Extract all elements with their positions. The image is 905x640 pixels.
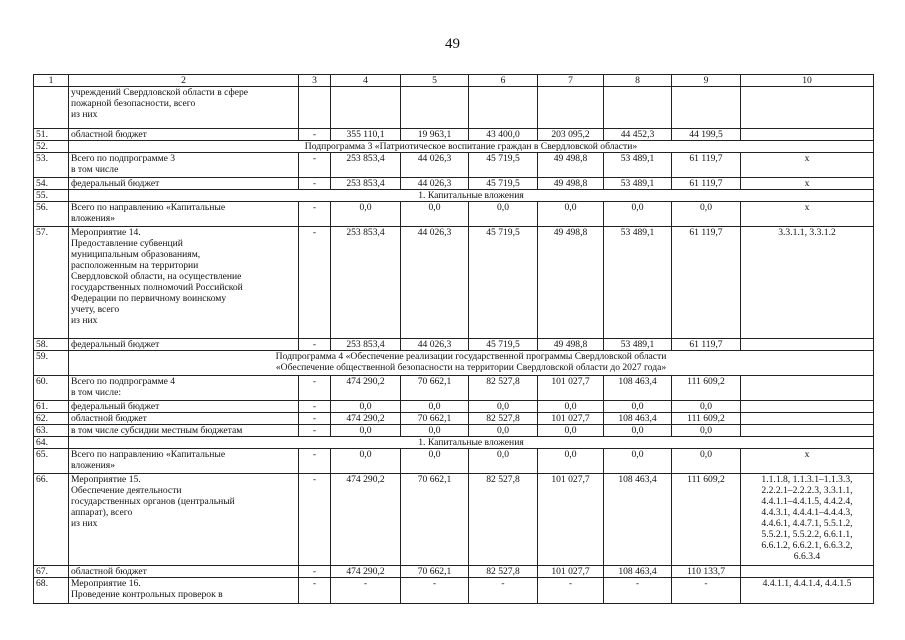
text-line: x	[804, 178, 810, 189]
value-cell: -	[401, 578, 469, 604]
value-cell: -	[672, 578, 741, 604]
value-cell: 474 290,2	[331, 413, 401, 425]
value-cell: 70 662,1	[401, 474, 469, 566]
text-line: Всего по подпрограмме 3	[71, 153, 176, 164]
value-cell: 0,0	[672, 449, 741, 474]
row-description	[69, 566, 299, 578]
text-line: из них	[71, 315, 98, 326]
text-line: расположенным на территории	[71, 260, 199, 271]
text-line: Всего по направлению «Капитальные	[71, 449, 226, 460]
text-line: федеральный бюджет	[71, 401, 160, 412]
row-number: 66.	[34, 474, 69, 566]
header-cell-1: 1	[34, 75, 69, 87]
text-line: 1.1.1.8, 1.1.3.1–1.1.3.3,	[761, 474, 853, 485]
value-cell	[538, 87, 604, 129]
row-description	[69, 178, 299, 190]
text-line: 2.2.2.1–2.2.2.3, 3.3.1.1,	[761, 485, 853, 496]
row-references	[741, 87, 874, 129]
row-number: 65.	[34, 449, 69, 474]
table-body	[34, 75, 874, 604]
section-title	[69, 141, 874, 153]
value-cell: 0,0	[538, 202, 604, 227]
table-row	[34, 87, 874, 129]
text-line: вложения»	[71, 460, 115, 471]
value-cell	[331, 87, 401, 129]
value-cell: -	[538, 578, 604, 604]
row-number: 63.	[34, 425, 69, 437]
table-row	[34, 129, 874, 141]
text-line: в том числе:	[71, 387, 122, 398]
table-row	[34, 153, 874, 178]
value-cell: 253 853,4	[331, 227, 401, 339]
text-line: учреждений Свердловской области в сфере	[71, 87, 249, 98]
text-line: Подпрограмма 3 «Патриотическое воспитание граждан в Свердловской области»	[304, 141, 638, 152]
row-number: 68.	[34, 578, 69, 604]
text-line: Предоставление субвенций	[71, 238, 183, 249]
value-cell: 474 290,2	[331, 566, 401, 578]
text-line: 6.6.3.4	[793, 551, 821, 562]
value-cell: 253 853,4	[331, 178, 401, 190]
row-description	[69, 474, 299, 566]
row-description	[69, 413, 299, 425]
text-line: «Обеспечение общественной безопасности на территории Свердловской области до 2027 года»	[275, 362, 667, 373]
text-line: 4.4.1.1, 4.4.1.4, 4.4.1.5	[762, 578, 852, 589]
table-row	[34, 425, 874, 437]
value-cell: 101 027,7	[538, 474, 604, 566]
row-references	[741, 227, 874, 339]
text-line: Всего по подпрограмме 4	[71, 376, 176, 387]
header-cell-9: 9	[672, 75, 741, 87]
row-col3: -	[299, 129, 331, 141]
row-number: 51.	[34, 129, 69, 141]
value-cell: 0,0	[604, 425, 672, 437]
row-references	[741, 178, 874, 190]
table-row	[34, 190, 874, 202]
text-line: учету, всего	[71, 304, 120, 315]
value-cell: 108 463,4	[604, 376, 672, 401]
table-row	[34, 351, 874, 376]
value-cell: 0,0	[401, 401, 469, 413]
value-cell: 44 026,3	[401, 153, 469, 178]
row-number	[34, 87, 69, 129]
value-cell	[401, 87, 469, 129]
text-line: Проведение контрольных проверок в	[71, 589, 223, 600]
table-row	[34, 566, 874, 578]
text-line: Федерации по первичному воинскому	[71, 293, 227, 304]
value-cell: 82 527,8	[469, 566, 538, 578]
header-cell-2: 2	[69, 75, 299, 87]
row-description	[69, 425, 299, 437]
table-row	[34, 578, 874, 604]
value-cell: 53 489,1	[604, 339, 672, 351]
row-number: 62.	[34, 413, 69, 425]
row-number: 53.	[34, 153, 69, 178]
text-line: Подпрограмма 4 «Обеспечение реализации государственной программы Свердловской области	[275, 351, 667, 362]
value-cell: 108 463,4	[604, 413, 672, 425]
value-cell: 108 463,4	[604, 566, 672, 578]
text-line: 5.5.2.1, 5.5.2.2, 6.6.1.1,	[761, 529, 853, 540]
value-cell: 0,0	[469, 449, 538, 474]
row-col3: -	[299, 578, 331, 604]
value-cell: 253 853,4	[331, 153, 401, 178]
text-line: в том числе субсидии местным бюджетам	[71, 425, 243, 436]
text-line: в том числе	[71, 164, 119, 175]
value-cell: 0,0	[331, 449, 401, 474]
row-col3: -	[299, 376, 331, 401]
row-description	[69, 87, 299, 129]
value-cell: 355 110,1	[331, 129, 401, 141]
table-row	[34, 449, 874, 474]
row-references	[741, 129, 874, 141]
value-cell: 0,0	[401, 449, 469, 474]
value-cell: 108 463,4	[604, 474, 672, 566]
table-row	[34, 178, 874, 190]
text-line: 4.4.3.1, 4.4.4.1–4.4.4.3,	[761, 507, 853, 518]
value-cell: 49 498,8	[538, 227, 604, 339]
table-row	[34, 202, 874, 227]
row-number: 52.	[34, 141, 69, 153]
row-description	[69, 578, 299, 604]
value-cell: 70 662,1	[401, 376, 469, 401]
value-cell: 82 527,8	[469, 413, 538, 425]
value-cell: 0,0	[604, 202, 672, 227]
value-cell: 101 027,7	[538, 413, 604, 425]
row-col3: -	[299, 401, 331, 413]
value-cell: 45 719,5	[469, 153, 538, 178]
text-line: Обеспечение деятельности	[71, 485, 182, 496]
row-description	[69, 153, 299, 178]
row-col3: -	[299, 227, 331, 339]
row-col3: -	[299, 153, 331, 178]
table-row	[34, 413, 874, 425]
section-title	[69, 437, 874, 449]
row-col3: -	[299, 449, 331, 474]
row-col3: -	[299, 474, 331, 566]
value-cell: 45 719,5	[469, 339, 538, 351]
value-cell: 0,0	[672, 425, 741, 437]
header-cell-10: 10	[741, 75, 874, 87]
row-number: 64.	[34, 437, 69, 449]
table-row	[34, 227, 874, 339]
row-references	[741, 153, 874, 178]
row-number: 54.	[34, 178, 69, 190]
row-number: 60.	[34, 376, 69, 401]
value-cell: 44 026,3	[401, 178, 469, 190]
row-references	[741, 449, 874, 474]
text-line: Свердловской области, на осуществление	[71, 271, 242, 282]
value-cell: 0,0	[604, 401, 672, 413]
header-cell-6: 6	[469, 75, 538, 87]
value-cell: 61 119,7	[672, 153, 741, 178]
value-cell: 0,0	[331, 401, 401, 413]
text-line: из них	[71, 518, 98, 529]
text-line: областной бюджет	[71, 129, 147, 140]
header-cell-4: 4	[331, 75, 401, 87]
row-col3	[299, 87, 331, 129]
text-line: аппарат), всего	[71, 507, 133, 518]
value-cell: 61 119,7	[672, 339, 741, 351]
row-references	[741, 474, 874, 566]
text-line: Всего по направлению «Капитальные	[71, 202, 226, 213]
row-references	[741, 413, 874, 425]
value-cell: 49 498,8	[538, 339, 604, 351]
value-cell: 101 027,7	[538, 376, 604, 401]
text-line: федеральный бюджет	[71, 178, 160, 189]
value-cell: 45 719,5	[469, 178, 538, 190]
row-references	[741, 578, 874, 604]
value-cell: 0,0	[469, 202, 538, 227]
value-cell: 70 662,1	[401, 413, 469, 425]
row-references	[741, 202, 874, 227]
value-cell: 61 119,7	[672, 178, 741, 190]
row-col3: -	[299, 339, 331, 351]
value-cell: 0,0	[604, 449, 672, 474]
value-cell	[672, 87, 741, 129]
value-cell: 45 719,5	[469, 227, 538, 339]
value-cell: 0,0	[401, 425, 469, 437]
text-line: Мероприятие 14.	[71, 227, 141, 238]
value-cell: 0,0	[469, 425, 538, 437]
value-cell	[604, 87, 672, 129]
row-description	[69, 449, 299, 474]
text-line: x	[804, 202, 810, 213]
row-description	[69, 339, 299, 351]
page-number: 49	[445, 36, 460, 52]
value-cell: 111 609,2	[672, 376, 741, 401]
budget-table	[33, 74, 874, 604]
value-cell: 111 609,2	[672, 474, 741, 566]
text-line: областной бюджет	[71, 566, 147, 577]
row-number: 61.	[34, 401, 69, 413]
value-cell: 0,0	[331, 425, 401, 437]
value-cell: 0,0	[538, 401, 604, 413]
text-line: федеральный бюджет	[71, 339, 160, 350]
value-cell: 44 199,5	[672, 129, 741, 141]
table-row	[34, 376, 874, 401]
table-row	[34, 339, 874, 351]
table-row	[34, 474, 874, 566]
text-line: 1. Капитальные вложения	[418, 437, 524, 448]
text-line: 4.4.6.1, 4.4.7.1, 5.5.1.2,	[761, 518, 853, 529]
text-line: муниципальным образованиям,	[71, 249, 201, 260]
table-row	[34, 141, 874, 153]
header-cell-3: 3	[299, 75, 331, 87]
row-description	[69, 227, 299, 339]
value-cell: 61 119,7	[672, 227, 741, 339]
value-cell: 53 489,1	[604, 178, 672, 190]
text-line: x	[804, 153, 810, 164]
value-cell: 49 498,8	[538, 178, 604, 190]
value-cell: 82 527,8	[469, 474, 538, 566]
value-cell: 474 290,2	[331, 376, 401, 401]
row-number: 56.	[34, 202, 69, 227]
section-title	[69, 351, 874, 376]
row-description	[69, 376, 299, 401]
row-col3: -	[299, 202, 331, 227]
value-cell: 0,0	[538, 425, 604, 437]
text-line: государственных полномочий Российской	[71, 282, 243, 293]
value-cell: 82 527,8	[469, 376, 538, 401]
row-number: 59.	[34, 351, 69, 376]
value-cell: 19 963,1	[401, 129, 469, 141]
value-cell: 111 609,2	[672, 413, 741, 425]
text-line: из них	[71, 109, 98, 120]
text-line: Мероприятие 15.	[71, 474, 141, 485]
value-cell: 253 853,4	[331, 339, 401, 351]
value-cell: 101 027,7	[538, 566, 604, 578]
row-references	[741, 566, 874, 578]
row-number: 55.	[34, 190, 69, 202]
table-row	[34, 437, 874, 449]
value-cell: 70 662,1	[401, 566, 469, 578]
row-references	[741, 339, 874, 351]
value-cell: 0,0	[331, 202, 401, 227]
row-col3: -	[299, 425, 331, 437]
value-cell: -	[469, 578, 538, 604]
row-description	[69, 129, 299, 141]
header-row	[34, 75, 874, 87]
value-cell: 44 026,3	[401, 339, 469, 351]
value-cell	[469, 87, 538, 129]
value-cell: 43 400,0	[469, 129, 538, 141]
row-col3: -	[299, 566, 331, 578]
value-cell: 110 133,7	[672, 566, 741, 578]
row-description	[69, 401, 299, 413]
value-cell: 474 290,2	[331, 474, 401, 566]
value-cell: 44 452,3	[604, 129, 672, 141]
text-line: 6.6.1.2, 6.6.2.1, 6.6.3.2,	[761, 540, 853, 551]
row-number: 67.	[34, 566, 69, 578]
value-cell: 49 498,8	[538, 153, 604, 178]
value-cell: 0,0	[401, 202, 469, 227]
header-cell-8: 8	[604, 75, 672, 87]
row-number: 57.	[34, 227, 69, 339]
row-number: 58.	[34, 339, 69, 351]
text-line: x	[804, 449, 810, 460]
text-line: 1. Капитальные вложения	[418, 190, 524, 201]
value-cell: 53 489,1	[604, 153, 672, 178]
table-row	[34, 401, 874, 413]
text-line: вложения»	[71, 213, 115, 224]
value-cell: -	[331, 578, 401, 604]
text-line: 3.3.1.1, 3.3.1.2	[778, 227, 836, 238]
header-cell-7: 7	[538, 75, 604, 87]
text-line: 4.4.1.1–4.4.1.5, 4.4.2.4,	[761, 496, 853, 507]
value-cell: 0,0	[538, 449, 604, 474]
value-cell: 53 489,1	[604, 227, 672, 339]
value-cell: 44 026,3	[401, 227, 469, 339]
text-line: государственных органов (центральный	[71, 496, 235, 507]
section-title	[69, 190, 874, 202]
row-references	[741, 401, 874, 413]
row-description	[69, 202, 299, 227]
value-cell: 0,0	[672, 202, 741, 227]
header-cell-5: 5	[401, 75, 469, 87]
row-references	[741, 425, 874, 437]
value-cell: -	[604, 578, 672, 604]
value-cell: 0,0	[469, 401, 538, 413]
row-col3: -	[299, 413, 331, 425]
row-col3: -	[299, 178, 331, 190]
value-cell: 0,0	[672, 401, 741, 413]
text-line: Мероприятие 16.	[71, 578, 141, 589]
text-line: пожарной безопасности, всего	[71, 98, 196, 109]
text-line: областной бюджет	[71, 413, 147, 424]
value-cell: 203 095,2	[538, 129, 604, 141]
row-references	[741, 376, 874, 401]
